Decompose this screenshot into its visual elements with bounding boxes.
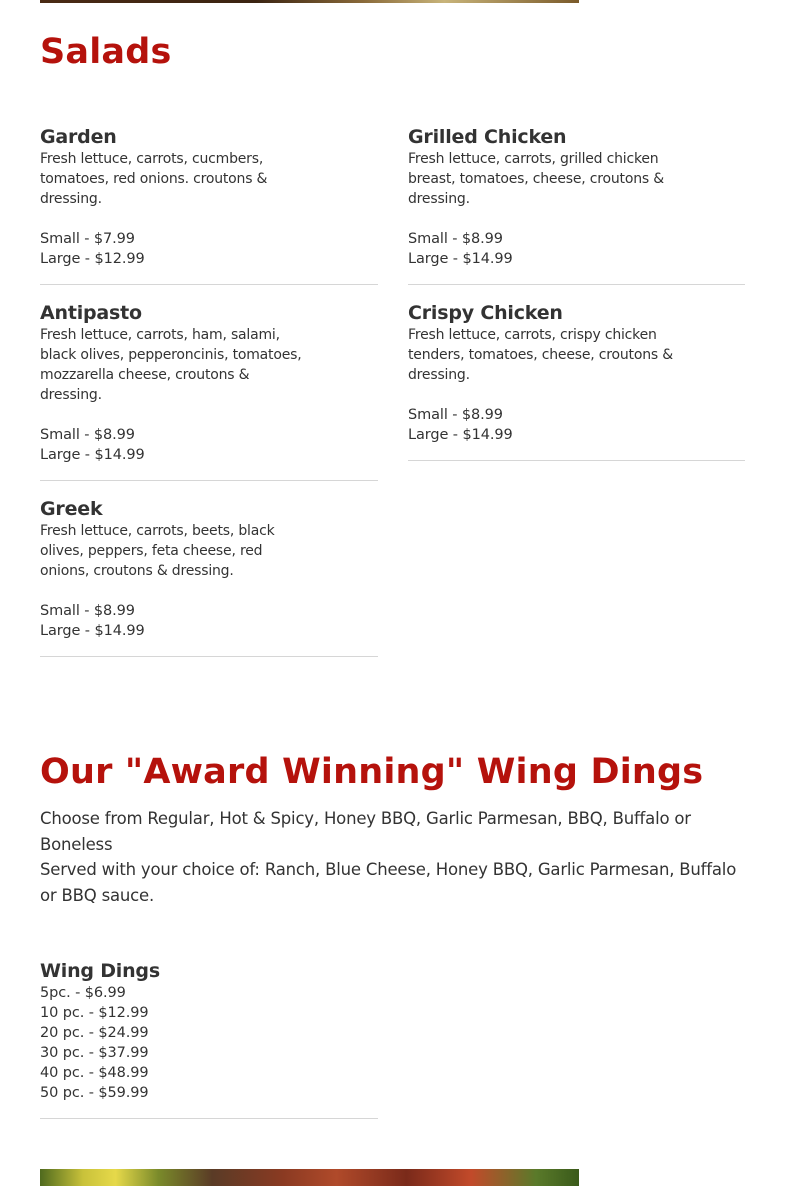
item-name: Grilled Chicken [408,126,567,148]
menu-item-garden [40,125,378,285]
price-40pc: 40 pc. - $48.99 [40,1065,149,1081]
menu-item-wing-dings [40,959,378,1119]
price-10pc: 10 pc. - $12.99 [40,1005,149,1021]
menu-item-antipasto [40,301,378,481]
menu-item-greek [40,497,378,657]
price-large: Large - $14.99 [408,251,513,267]
price-large: Large - $12.99 [40,251,145,267]
salads-title: Salads [40,32,172,72]
price-30pc: 30 pc. - $37.99 [40,1045,149,1061]
item-description: Fresh lettuce, carrots, ham, salami, black olives, pepperoncinis, tomatoes, mozzarella cheese, croutons & dressing. [40,327,302,403]
price-50pc: 50 pc. - $59.99 [40,1085,149,1101]
item-name: Antipasto [40,302,142,324]
item-description: Fresh lettuce, carrots, crispy chicken tenders, tomatoes, cheese, croutons & dressing. [408,327,673,383]
wings-sauce-options: Served with your choice of: Ranch, Blue Cheese, Honey BBQ, Garlic Parmesan, Buffalo or BBQ sauce. [40,860,737,905]
wings-intro [40,806,755,908]
price-small: Small - $8.99 [408,231,503,247]
price-list [40,425,378,465]
price-20pc: 20 pc. - $24.99 [40,1025,149,1041]
item-description: Fresh lettuce, carrots, grilled chicken breast, tomatoes, cheese, croutons & dressing. [408,151,664,207]
food-photo-bottom [40,1169,579,1186]
price-large: Large - $14.99 [40,623,145,639]
item-name: Crispy Chicken [408,302,563,324]
item-name: Garden [40,126,117,148]
wings-flavor-options: Choose from Regular, Hot & Spicy, Honey BBQ, Garlic Parmesan, BBQ, Buffalo or Boneless [40,809,691,854]
item-name: Greek [40,498,103,520]
price-list [408,405,745,445]
item-name: Wing Dings [40,960,160,982]
price-list [40,983,378,1103]
menu-item-grilled-chicken [408,125,745,285]
wings-title: Our "Award Winning" Wing Dings [40,752,704,792]
price-small: Small - $8.99 [40,427,135,443]
price-small: Small - $7.99 [40,231,135,247]
price-list [40,229,378,269]
price-5pc: 5pc. - $6.99 [40,985,126,1001]
price-list [40,601,378,641]
item-description: Fresh lettuce, carrots, beets, black olives, peppers, feta cheese, red onions, croutons & dressing. [40,523,275,579]
food-photo-top [40,0,579,3]
price-small: Small - $8.99 [40,603,135,619]
item-description: Fresh lettuce, carrots, cucmbers, tomatoes, red onions. croutons & dressing. [40,151,268,207]
price-small: Small - $8.99 [408,407,503,423]
price-large: Large - $14.99 [40,447,145,463]
menu-item-crispy-chicken [408,301,745,461]
price-large: Large - $14.99 [408,427,513,443]
price-list [408,229,745,269]
